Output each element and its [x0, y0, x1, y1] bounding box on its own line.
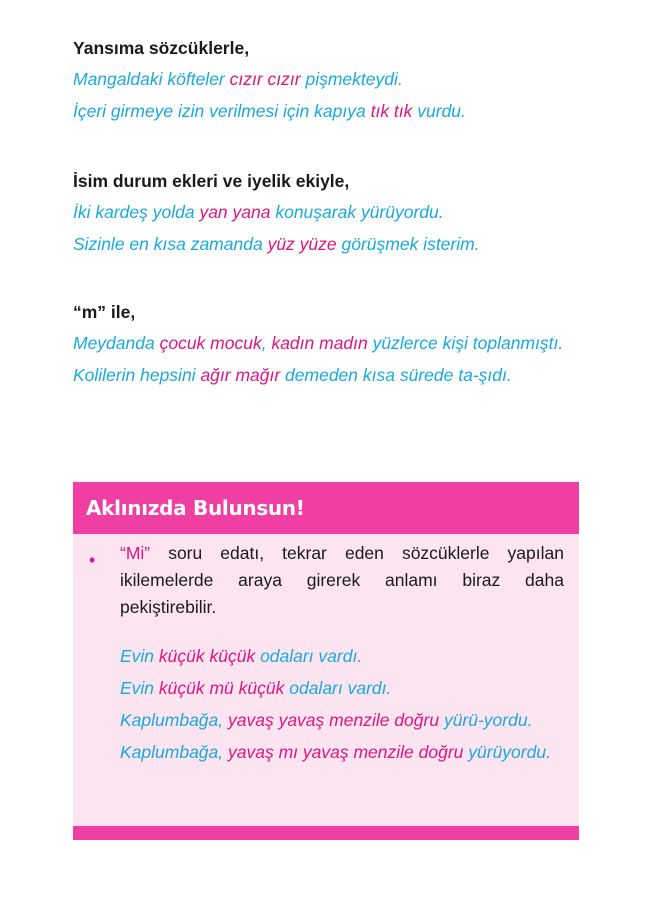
highlighted-phrase: yüz yüze: [267, 234, 337, 254]
highlighted-phrase: yan yana: [199, 202, 271, 222]
example-sentence: [73, 332, 579, 355]
highlighted-phrase: tık tık: [370, 101, 413, 121]
section-m-reduplication: [73, 301, 579, 396]
text-segment: konuşarak yürüyordu.: [270, 202, 444, 222]
note-box-title: Aklınızda Bulunsun!: [73, 482, 579, 534]
example-sentence: [120, 644, 564, 669]
section-heading: Yansıma sözcüklerle,: [73, 38, 250, 58]
example-sentence: [73, 201, 579, 224]
text-segment: Kaplumbağa,: [120, 742, 228, 762]
highlighted-phrase: küçük küçük: [158, 646, 256, 666]
highlighted-phrase: yavaş yavaş menzile doğru: [228, 710, 440, 730]
section-heading: “m” ile,: [73, 302, 136, 322]
note-box-footer-bar: [73, 826, 579, 840]
example-sentence: [73, 233, 579, 256]
highlighted-phrase: yavaş mı yavaş menzile doğru: [228, 742, 464, 762]
example-sentence: [120, 708, 564, 733]
highlighted-phrase: küçük mü küçük: [158, 678, 285, 698]
text-segment: demeden kısa sürede ta-şıdı.: [280, 365, 512, 385]
highlighted-phrase: cızır cızır: [229, 69, 301, 89]
section-onomatopoeia: [73, 37, 579, 132]
text-segment: Sizinle en kısa zamanda: [73, 234, 268, 254]
text-segment: pişmekteydi.: [300, 69, 403, 89]
highlighted-phrase: “Mi”: [120, 543, 151, 563]
text-segment: yüzlerce kişi toplanmıştı.: [367, 333, 564, 353]
highlighted-phrase: kadın madın: [271, 333, 368, 353]
section-case-suffix: [73, 170, 579, 265]
text-segment: Evin: [120, 646, 159, 666]
section-heading: İsim durum ekleri ve iyelik ekiyle,: [73, 171, 350, 191]
text-segment: yürüyordu.: [463, 742, 551, 762]
text-segment: odaları vardı.: [255, 646, 363, 666]
bullet-icon: •: [89, 550, 96, 570]
text-segment: Evin: [120, 678, 159, 698]
text-segment: Kaplumbağa,: [120, 710, 228, 730]
text-segment: İçeri girmeye izin verilmesi için kapıya: [73, 101, 371, 121]
note-box: [73, 482, 579, 840]
example-sentence: [120, 740, 564, 765]
example-sentence: [120, 676, 564, 701]
text-segment: Kolilerin hepsini: [73, 365, 201, 385]
text-segment: odaları vardı.: [284, 678, 392, 698]
note-rule-text: [120, 540, 564, 621]
example-sentence: [73, 100, 579, 123]
text-segment: görüşmek isterim.: [336, 234, 480, 254]
text-segment: ,: [261, 333, 272, 353]
example-sentence: [73, 364, 579, 387]
example-sentence: [73, 68, 579, 91]
text-segment: vurdu.: [412, 101, 466, 121]
text-segment: İki kardeş yolda: [73, 202, 200, 222]
highlighted-phrase: ağır mağır: [200, 365, 281, 385]
highlighted-phrase: çocuk mocuk: [159, 333, 262, 353]
text-segment: Meydanda: [73, 333, 160, 353]
text-segment: yürü-yordu.: [439, 710, 533, 730]
text-segment: Mangaldaki köfteler: [73, 69, 230, 89]
text-segment: soru edatı, tekrar eden sözcüklerle yapılan ikilemelerde araya girerek anlamı biraz daha pekiştirebilir.: [120, 543, 564, 617]
